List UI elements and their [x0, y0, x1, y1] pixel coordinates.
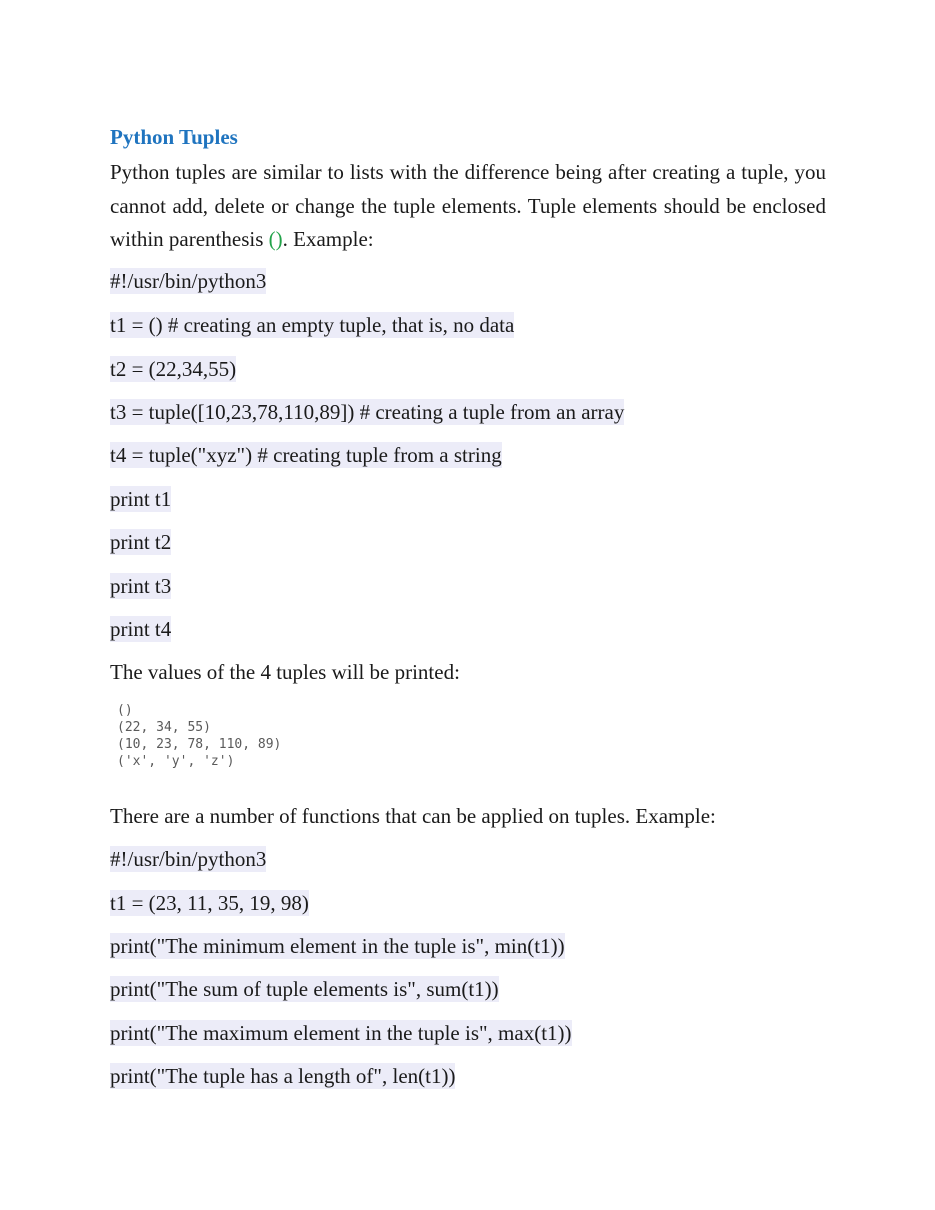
code-line: #!/usr/bin/python3: [110, 269, 267, 293]
code-line: t1 = (23, 11, 35, 19, 98): [110, 891, 309, 915]
output-line: (): [117, 703, 133, 718]
intro-text: Python tuples are similar to lists with the difference being after creating a tuple, you cannot add, delete or change the tuple elements. Tuple elements should be enclosed within parenthesis: [110, 160, 826, 251]
section-heading: Python Tuples: [110, 125, 238, 149]
code-line: print("The maximum element in the tuple is", max(t1)): [110, 1021, 572, 1045]
code-line: print("The sum of tuple elements is", sum(t1)): [110, 977, 499, 1001]
intro-paragraph: [110, 156, 826, 257]
parenthesis-highlight: (): [268, 227, 283, 251]
code-line: t1 = () # creating an empty tuple, that is, no data: [110, 313, 515, 337]
output-line: (10, 23, 78, 110, 89): [117, 737, 282, 752]
output-line: (22, 34, 55): [117, 720, 211, 735]
code-line: t2 = (22,34,55): [110, 357, 237, 381]
values-paragraph: The values of the 4 tuples will be printed:: [110, 660, 460, 684]
code-line: #!/usr/bin/python3: [110, 847, 267, 871]
code-line: print t2: [110, 530, 172, 554]
code-line: print("The tuple has a length of", len(t1)): [110, 1064, 456, 1088]
code-line: print t1: [110, 487, 172, 511]
output-line: ('x', 'y', 'z'): [117, 754, 235, 769]
program-output: [117, 702, 281, 770]
code-line: t3 = tuple([10,23,78,110,89]) # creating a tuple from an array: [110, 400, 625, 424]
code-line: print t3: [110, 574, 172, 598]
code-line: t4 = tuple("xyz") # creating tuple from a string: [110, 443, 502, 467]
functions-paragraph: There are a number of functions that can be applied on tuples. Example:: [110, 804, 716, 828]
code-line: print t4: [110, 617, 172, 641]
code-line: print("The minimum element in the tuple is", min(t1)): [110, 934, 565, 958]
intro-text-end: . Example:: [282, 227, 374, 251]
